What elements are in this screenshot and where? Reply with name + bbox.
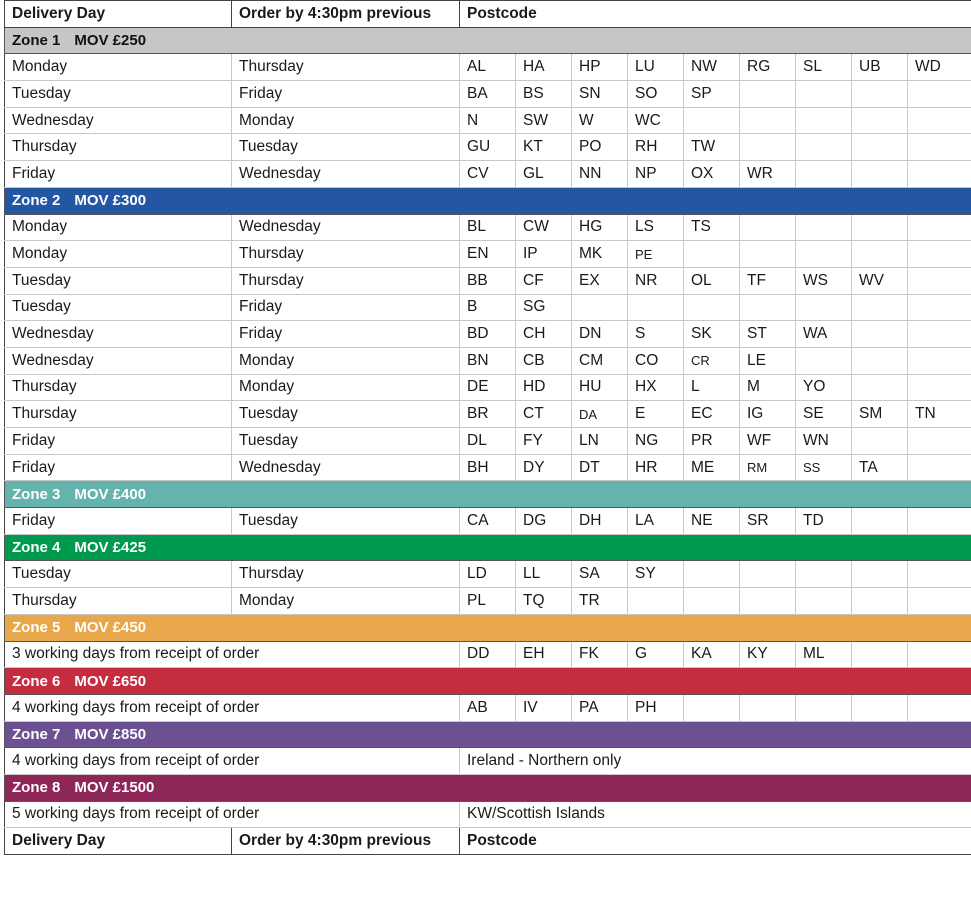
postcode-cell: TD <box>796 508 852 535</box>
header-postcode: Postcode <box>460 1 971 28</box>
zone-header-row <box>5 668 971 695</box>
postcode-cell <box>684 561 740 588</box>
postcode-cell: LN <box>572 428 628 455</box>
postcode-cell <box>908 321 971 348</box>
postcode-cell <box>684 241 740 268</box>
postcode-cell: HD <box>516 374 572 401</box>
order-by-cell: Friday <box>232 81 460 108</box>
postcode-cell: CH <box>516 321 572 348</box>
postcode-cell <box>852 214 908 241</box>
postcode-cell: SY <box>628 561 684 588</box>
postcode-cell: PH <box>628 694 684 721</box>
delivery-day-cell: Friday <box>5 428 232 455</box>
zone-header <box>5 481 971 508</box>
postcode-cell <box>796 294 852 321</box>
postcode-cell: CF <box>516 267 572 294</box>
table-row <box>5 321 971 348</box>
zone-mov: MOV £450 <box>74 619 147 637</box>
postcode-cell: LA <box>628 508 684 535</box>
footer-postcode: Postcode <box>460 828 971 855</box>
postcode-cell: PE <box>628 241 684 268</box>
zone-header <box>5 721 971 748</box>
table-row <box>5 694 971 721</box>
postcode-cell <box>796 241 852 268</box>
postcode-cell <box>908 561 971 588</box>
postcode-cell: EX <box>572 267 628 294</box>
postcode-cell <box>852 561 908 588</box>
zone-header-row <box>5 721 971 748</box>
postcode-cell: FK <box>572 641 628 668</box>
postcode-cell <box>852 107 908 134</box>
zone-mov: MOV £250 <box>74 32 147 50</box>
postcode-cell <box>740 134 796 161</box>
postcode-cell: UB <box>852 54 908 81</box>
postcode-cell: SE <box>796 401 852 428</box>
postcode-cell <box>684 588 740 615</box>
zone-mov: MOV £1500 <box>74 779 155 797</box>
order-by-cell: Tuesday <box>232 134 460 161</box>
postcode-cell: GL <box>516 161 572 188</box>
postcode-cell <box>852 134 908 161</box>
zone-header-row <box>5 534 971 561</box>
postcode-cell <box>628 588 684 615</box>
postcode-cell: HR <box>628 454 684 481</box>
postcode-cell: LU <box>628 54 684 81</box>
postcode-cell: BN <box>460 347 516 374</box>
zone-header <box>5 187 971 214</box>
postcode-cell: NP <box>628 161 684 188</box>
zone-name: Zone 6 <box>12 672 61 690</box>
order-by-cell: Thursday <box>232 561 460 588</box>
postcode-cell: WS <box>796 267 852 294</box>
postcode-cell: RG <box>740 54 796 81</box>
table-row <box>5 134 971 161</box>
delivery-schedule <box>4 0 971 855</box>
table-row <box>5 588 971 615</box>
postcode-cell: SK <box>684 321 740 348</box>
postcode-cell <box>796 694 852 721</box>
postcode-cell: BA <box>460 81 516 108</box>
zone-header-row <box>5 481 971 508</box>
postcode-cell: DT <box>572 454 628 481</box>
delivery-day-cell: Monday <box>5 241 232 268</box>
postcode-cell: WV <box>852 267 908 294</box>
table-row <box>5 214 971 241</box>
postcode-cell <box>852 294 908 321</box>
zone-name: Zone 3 <box>12 485 61 503</box>
delivery-lead-time: 5 working days from receipt of order <box>5 801 460 828</box>
postcode-cell: BD <box>460 321 516 348</box>
postcode-cell <box>908 347 971 374</box>
postcode-cell: ME <box>684 454 740 481</box>
postcode-cell: L <box>684 374 740 401</box>
postcode-cell: DA <box>572 401 628 428</box>
zone-header <box>5 774 971 801</box>
table-row <box>5 294 971 321</box>
order-by-cell: Monday <box>232 107 460 134</box>
postcode-cell: WD <box>908 54 971 81</box>
delivery-day-cell: Thursday <box>5 588 232 615</box>
postcode-cell: TR <box>572 588 628 615</box>
delivery-day-cell: Tuesday <box>5 81 232 108</box>
postcode-cell: NN <box>572 161 628 188</box>
order-by-cell: Monday <box>232 588 460 615</box>
delivery-day-cell: Wednesday <box>5 347 232 374</box>
zone-name: Zone 1 <box>12 32 61 50</box>
postcode-cell: BR <box>460 401 516 428</box>
postcode-cell: SG <box>516 294 572 321</box>
postcode-cell: E <box>628 401 684 428</box>
postcode-cell: HG <box>572 214 628 241</box>
order-by-cell: Thursday <box>232 267 460 294</box>
delivery-lead-time: 4 working days from receipt of order <box>5 748 460 775</box>
postcode-cell <box>852 161 908 188</box>
postcode-cell: IV <box>516 694 572 721</box>
zone-header-row <box>5 614 971 641</box>
table-header <box>5 1 971 28</box>
delivery-day-cell: Tuesday <box>5 561 232 588</box>
postcode-cell: HU <box>572 374 628 401</box>
postcode-cell: TA <box>852 454 908 481</box>
delivery-day-cell: Friday <box>5 454 232 481</box>
postcode-cell: CT <box>516 401 572 428</box>
postcode-cell: LD <box>460 561 516 588</box>
postcode-cell: WN <box>796 428 852 455</box>
postcode-cell <box>740 107 796 134</box>
table-row <box>5 748 971 775</box>
delivery-day-cell: Thursday <box>5 401 232 428</box>
postcode-cell: SA <box>572 561 628 588</box>
postcode-cell: ST <box>740 321 796 348</box>
postcode-cell: TF <box>740 267 796 294</box>
footer-delivery-day: Delivery Day <box>5 828 232 855</box>
postcode-cell <box>796 347 852 374</box>
zone-mov: MOV £850 <box>74 725 147 743</box>
postcode-cell <box>740 241 796 268</box>
postcode-cell <box>628 294 684 321</box>
postcode-cell: KA <box>684 641 740 668</box>
zone-mov: MOV £425 <box>74 539 147 557</box>
postcode-cell: SP <box>684 81 740 108</box>
postcode-cell: OX <box>684 161 740 188</box>
postcode-cell: WA <box>796 321 852 348</box>
postcode-cell: KT <box>516 134 572 161</box>
postcode-cell <box>852 374 908 401</box>
delivery-day-cell: Friday <box>5 161 232 188</box>
postcode-cell: SW <box>516 107 572 134</box>
table-footer <box>5 828 971 855</box>
postcode-cell: AB <box>460 694 516 721</box>
header-order-by: Order by 4:30pm previous <box>232 1 460 28</box>
postcode-cell: DD <box>460 641 516 668</box>
postcode-cell <box>852 241 908 268</box>
table-row <box>5 428 971 455</box>
postcode-cell: WC <box>628 107 684 134</box>
postcode-cell: LE <box>740 347 796 374</box>
postcode-cell: CW <box>516 214 572 241</box>
postcode-cell: W <box>572 107 628 134</box>
order-by-cell: Wednesday <box>232 214 460 241</box>
zone-header-row <box>5 27 971 54</box>
table-row <box>5 508 971 535</box>
postcode-cell <box>684 694 740 721</box>
postcode-cell: BL <box>460 214 516 241</box>
zone-name: Zone 7 <box>12 725 61 743</box>
postcode-cell <box>796 107 852 134</box>
postcode-cell <box>908 214 971 241</box>
postcode-cell: M <box>740 374 796 401</box>
postcode-cell: DG <box>516 508 572 535</box>
postcode-cell: TN <box>908 401 971 428</box>
order-by-cell: Tuesday <box>232 428 460 455</box>
delivery-day-cell: Wednesday <box>5 321 232 348</box>
postcode-cell: CB <box>516 347 572 374</box>
postcode-cell: S <box>628 321 684 348</box>
postcode-cell <box>852 321 908 348</box>
table-row <box>5 347 971 374</box>
zone-name: Zone 5 <box>12 619 61 637</box>
table-body <box>5 27 971 828</box>
table-row <box>5 54 971 81</box>
postcode-cell: LS <box>628 214 684 241</box>
postcode-cell <box>908 508 971 535</box>
postcode-cell: TS <box>684 214 740 241</box>
postcode-cell: PL <box>460 588 516 615</box>
postcode-cell: WF <box>740 428 796 455</box>
footer-order-by: Order by 4:30pm previous <box>232 828 460 855</box>
table-row <box>5 401 971 428</box>
postcode-cell: OL <box>684 267 740 294</box>
postcode-cell: SM <box>852 401 908 428</box>
postcode-cell: TQ <box>516 588 572 615</box>
postcode-cell <box>908 134 971 161</box>
postcode-cell <box>740 561 796 588</box>
header-delivery-day: Delivery Day <box>5 1 232 28</box>
delivery-day-cell: Monday <box>5 214 232 241</box>
postcode-cell: AL <box>460 54 516 81</box>
postcode-cell <box>852 347 908 374</box>
postcode-cell: EN <box>460 241 516 268</box>
postcode-cell: WR <box>740 161 796 188</box>
postcode-cell: CV <box>460 161 516 188</box>
postcode-cell: NE <box>684 508 740 535</box>
postcode-cell <box>796 134 852 161</box>
postcode-cell: B <box>460 294 516 321</box>
postcode-cell <box>796 81 852 108</box>
postcode-cell: N <box>460 107 516 134</box>
table-row <box>5 641 971 668</box>
postcode-cell: NW <box>684 54 740 81</box>
order-by-cell: Monday <box>232 347 460 374</box>
postcode-cell <box>740 694 796 721</box>
zone-header <box>5 27 971 54</box>
table-row <box>5 801 971 828</box>
order-by-cell: Thursday <box>232 54 460 81</box>
postcode-cell: PO <box>572 134 628 161</box>
postcode-cell: SO <box>628 81 684 108</box>
postcode-cell <box>908 641 971 668</box>
delivery-lead-time: 4 working days from receipt of order <box>5 694 460 721</box>
table-row <box>5 81 971 108</box>
postcode-cell: YO <box>796 374 852 401</box>
order-by-cell: Wednesday <box>232 454 460 481</box>
postcode-cell: DE <box>460 374 516 401</box>
postcode-cell <box>852 588 908 615</box>
postcode-cell <box>796 561 852 588</box>
postcode-cell <box>740 588 796 615</box>
postcode-area-cell: Ireland - Northern only <box>460 748 971 775</box>
postcode-cell: FY <box>516 428 572 455</box>
postcode-cell: RH <box>628 134 684 161</box>
zone-header-row <box>5 187 971 214</box>
postcode-cell: EH <box>516 641 572 668</box>
table-row <box>5 454 971 481</box>
postcode-cell <box>740 294 796 321</box>
table-row <box>5 267 971 294</box>
table-row <box>5 107 971 134</box>
zone-mov: MOV £300 <box>74 192 147 210</box>
postcode-cell <box>796 588 852 615</box>
postcode-cell <box>908 161 971 188</box>
postcode-cell <box>852 81 908 108</box>
postcode-cell: LL <box>516 561 572 588</box>
order-by-cell: Wednesday <box>232 161 460 188</box>
postcode-cell: CM <box>572 347 628 374</box>
postcode-cell <box>908 454 971 481</box>
delivery-day-cell: Thursday <box>5 134 232 161</box>
postcode-cell: EC <box>684 401 740 428</box>
postcode-cell: CR <box>684 347 740 374</box>
postcode-cell: CO <box>628 347 684 374</box>
postcode-cell <box>908 588 971 615</box>
order-by-cell: Tuesday <box>232 508 460 535</box>
zone-header-row <box>5 774 971 801</box>
postcode-cell <box>852 641 908 668</box>
postcode-cell: NR <box>628 267 684 294</box>
zone-header <box>5 668 971 695</box>
postcode-cell: ML <box>796 641 852 668</box>
postcode-cell: IP <box>516 241 572 268</box>
postcode-cell: RM <box>740 454 796 481</box>
postcode-cell <box>740 81 796 108</box>
order-by-cell: Thursday <box>232 241 460 268</box>
postcode-cell <box>908 81 971 108</box>
order-by-cell: Friday <box>232 321 460 348</box>
postcode-cell <box>852 694 908 721</box>
postcode-cell: KY <box>740 641 796 668</box>
postcode-cell <box>852 508 908 535</box>
order-by-cell: Monday <box>232 374 460 401</box>
postcode-cell: PA <box>572 694 628 721</box>
postcode-cell: SS <box>796 454 852 481</box>
postcode-cell <box>572 294 628 321</box>
delivery-day-cell: Friday <box>5 508 232 535</box>
zone-name: Zone 8 <box>12 779 61 797</box>
postcode-cell: DY <box>516 454 572 481</box>
postcode-cell <box>908 241 971 268</box>
order-by-cell: Friday <box>232 294 460 321</box>
postcode-cell <box>796 161 852 188</box>
postcode-cell: MK <box>572 241 628 268</box>
postcode-cell: TW <box>684 134 740 161</box>
postcode-cell: BS <box>516 81 572 108</box>
delivery-day-cell: Monday <box>5 54 232 81</box>
delivery-day-cell: Tuesday <box>5 294 232 321</box>
postcode-cell <box>684 294 740 321</box>
postcode-cell <box>908 428 971 455</box>
postcode-cell: NG <box>628 428 684 455</box>
postcode-cell: DN <box>572 321 628 348</box>
postcode-cell: DH <box>572 508 628 535</box>
postcode-cell: SL <box>796 54 852 81</box>
postcode-cell: BB <box>460 267 516 294</box>
zone-mov: MOV £650 <box>74 672 147 690</box>
zone-name: Zone 4 <box>12 539 61 557</box>
postcode-cell: HP <box>572 54 628 81</box>
postcode-cell: SN <box>572 81 628 108</box>
postcode-cell <box>740 214 796 241</box>
postcode-cell <box>908 107 971 134</box>
zone-header <box>5 534 971 561</box>
postcode-cell: HA <box>516 54 572 81</box>
postcode-cell: SR <box>740 508 796 535</box>
table-row <box>5 161 971 188</box>
postcode-cell: DL <box>460 428 516 455</box>
postcode-cell: CA <box>460 508 516 535</box>
postcode-cell <box>908 374 971 401</box>
delivery-table <box>4 0 971 855</box>
order-by-cell: Tuesday <box>232 401 460 428</box>
postcode-cell: IG <box>740 401 796 428</box>
postcode-area-cell: KW/Scottish Islands <box>460 801 971 828</box>
postcode-cell: BH <box>460 454 516 481</box>
postcode-cell: G <box>628 641 684 668</box>
delivery-day-cell: Tuesday <box>5 267 232 294</box>
zone-header <box>5 614 971 641</box>
postcode-cell <box>908 267 971 294</box>
table-row <box>5 374 971 401</box>
postcode-cell: PR <box>684 428 740 455</box>
delivery-day-cell: Thursday <box>5 374 232 401</box>
delivery-day-cell: Wednesday <box>5 107 232 134</box>
zone-mov: MOV £400 <box>74 485 147 503</box>
postcode-cell <box>852 428 908 455</box>
postcode-cell <box>796 214 852 241</box>
postcode-cell <box>908 694 971 721</box>
table-row <box>5 561 971 588</box>
table-row <box>5 241 971 268</box>
delivery-lead-time: 3 working days from receipt of order <box>5 641 460 668</box>
zone-name: Zone 2 <box>12 192 61 210</box>
postcode-cell <box>684 107 740 134</box>
postcode-cell <box>908 294 971 321</box>
postcode-cell: HX <box>628 374 684 401</box>
postcode-cell: GU <box>460 134 516 161</box>
